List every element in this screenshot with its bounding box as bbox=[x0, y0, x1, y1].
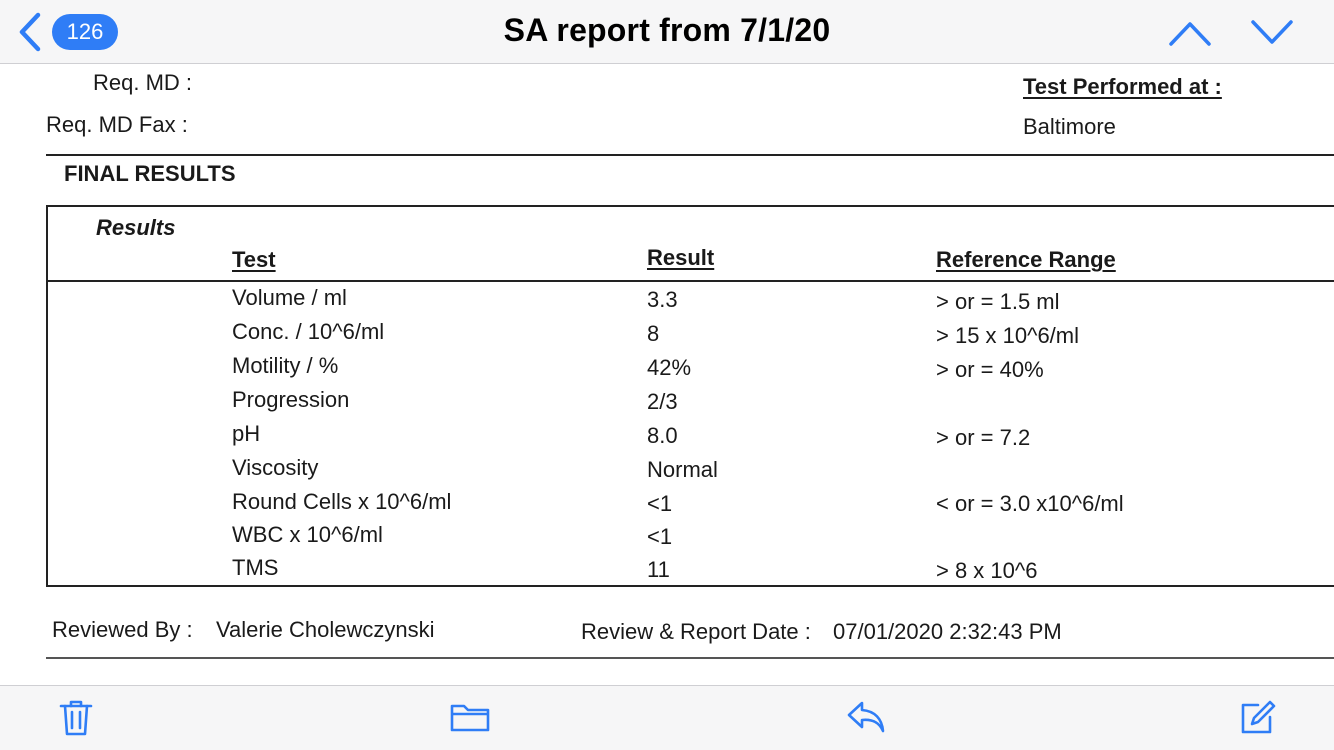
compose-icon bbox=[1240, 699, 1276, 735]
chevron-down-icon bbox=[1250, 16, 1294, 48]
report-date-label: Review & Report Date : bbox=[581, 619, 811, 644]
test-location: Baltimore bbox=[1023, 114, 1116, 139]
results-label: Results bbox=[96, 215, 176, 240]
footer-divider bbox=[46, 657, 1334, 659]
column-header-reference: Reference Range bbox=[936, 247, 1116, 272]
bottom-toolbar bbox=[0, 685, 1334, 750]
test-performed-label: Test Performed at : bbox=[1023, 74, 1222, 99]
cell-result: 8 bbox=[647, 321, 660, 346]
cell-result: 3.3 bbox=[647, 287, 678, 312]
results-box-top bbox=[46, 205, 1334, 207]
chevron-up-icon bbox=[1168, 16, 1212, 48]
previous-message-button[interactable] bbox=[1168, 16, 1212, 53]
report-date: 07/01/2020 2:32:43 PM bbox=[833, 619, 1062, 644]
report-document bbox=[0, 65, 1334, 685]
page-title: SA report from 7/1/20 bbox=[503, 12, 831, 48]
cell-test: Progression bbox=[232, 387, 350, 412]
cell-result: <1 bbox=[647, 524, 673, 549]
reply-icon bbox=[846, 700, 886, 734]
cell-result: 8.0 bbox=[647, 423, 678, 448]
message-count-badge: 126 bbox=[52, 14, 118, 50]
cell-test: Conc. / 10^6/ml bbox=[232, 319, 385, 344]
trash-icon bbox=[58, 699, 94, 737]
column-header-result: Result bbox=[647, 245, 715, 270]
cell-result: 2/3 bbox=[647, 389, 678, 414]
cell-test: Viscosity bbox=[232, 455, 319, 480]
reviewer-name: Valerie Cholewczynski bbox=[216, 617, 435, 642]
cell-result: 42% bbox=[647, 355, 692, 380]
navigation-bar bbox=[0, 0, 1334, 64]
cell-test: Round Cells x 10^6/ml bbox=[232, 489, 452, 514]
move-to-folder-button[interactable] bbox=[450, 701, 490, 738]
cell-result: <1 bbox=[647, 491, 673, 516]
delete-button[interactable] bbox=[58, 699, 94, 742]
cell-reference: > or = 1.5 ml bbox=[936, 289, 1060, 314]
cell-result: 11 bbox=[647, 557, 670, 582]
folder-icon bbox=[450, 701, 490, 733]
req-md-label: Req. MD : bbox=[93, 70, 193, 95]
compose-button[interactable] bbox=[1240, 699, 1276, 740]
reply-button[interactable] bbox=[846, 700, 886, 739]
cell-test: Motility / % bbox=[232, 353, 339, 378]
reviewed-by-label: Reviewed By : bbox=[52, 617, 193, 642]
results-box-left bbox=[46, 205, 48, 587]
cell-reference: > 15 x 10^6/ml bbox=[936, 323, 1080, 348]
cell-reference: < or = 3.0 x10^6/ml bbox=[936, 491, 1124, 516]
cell-reference: > or = 40% bbox=[936, 357, 1044, 382]
cell-test: Volume / ml bbox=[232, 285, 347, 310]
cell-reference: > or = 7.2 bbox=[936, 425, 1031, 450]
req-md-fax-label: Req. MD Fax : bbox=[46, 112, 188, 137]
section-title: FINAL RESULTS bbox=[64, 161, 236, 186]
cell-test: pH bbox=[232, 421, 261, 446]
next-message-button[interactable] bbox=[1250, 16, 1294, 53]
cell-reference: > 8 x 10^6 bbox=[936, 558, 1038, 583]
cell-test: WBC x 10^6/ml bbox=[232, 522, 383, 547]
divider bbox=[46, 154, 1334, 156]
results-box-bottom bbox=[46, 585, 1334, 587]
cell-test: TMS bbox=[232, 555, 279, 580]
column-header-test: Test bbox=[232, 247, 276, 272]
header-divider bbox=[46, 280, 1334, 282]
cell-result: Normal bbox=[647, 457, 718, 482]
